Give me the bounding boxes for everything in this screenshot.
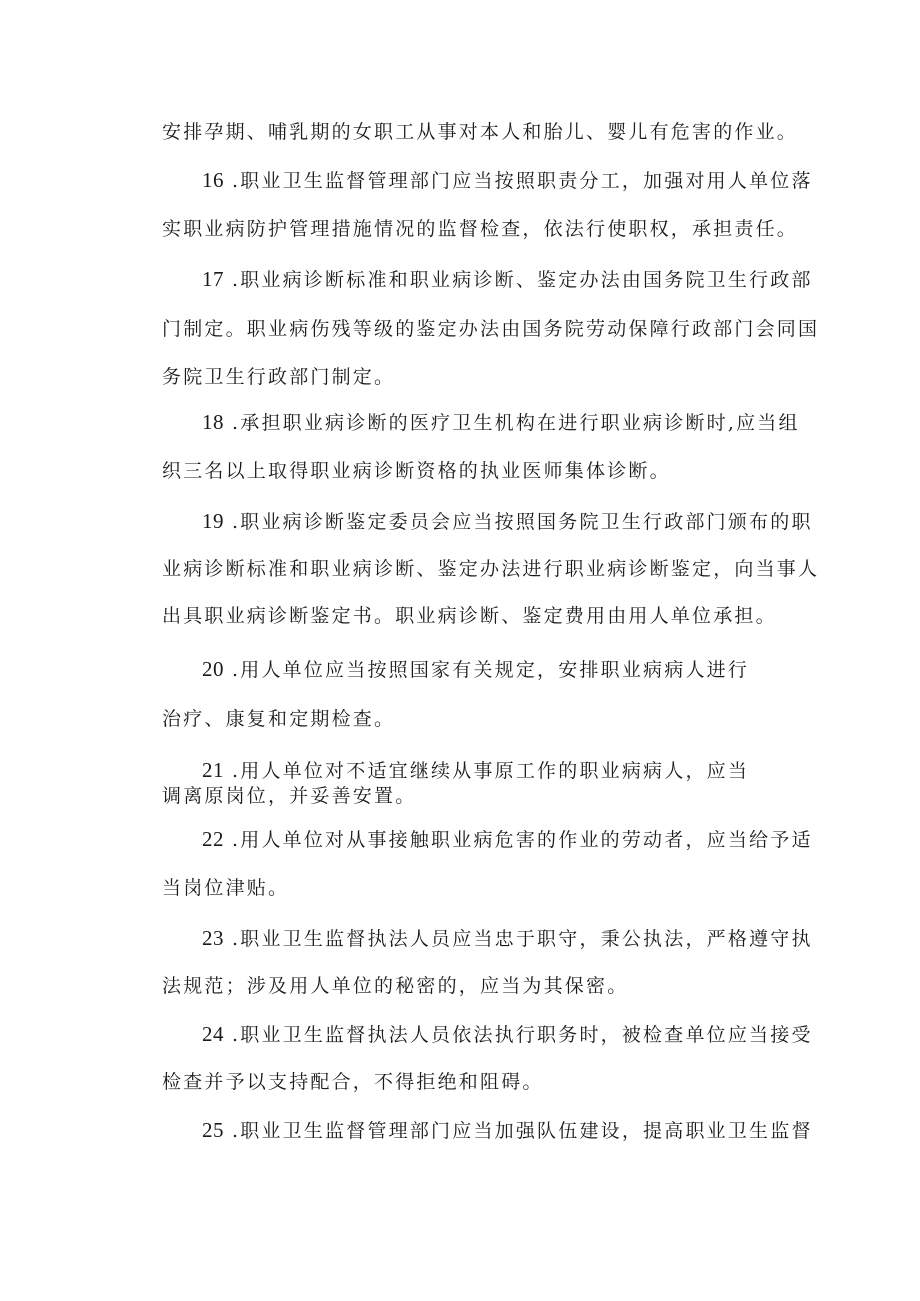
line-text: 门制定。职业病伤残等级的鉴定办法由国务院劳动保障行政部门会同国 (162, 318, 820, 340)
text-line (162, 364, 792, 390)
line-text: 调离原岗位，并妥善安置。 (162, 785, 417, 807)
text-line (162, 603, 792, 629)
line-text: .职业病诊断鉴定委员会应当按照国务院卫生行政部门颁布的职 (232, 511, 813, 533)
paragraph-18-start (202, 409, 800, 436)
item-number: 21 (202, 758, 224, 782)
line-text: 出具职业病诊断鉴定书。职业病诊断、鉴定费用由用人单位承担。 (162, 605, 777, 627)
item-number: 20 (202, 657, 224, 681)
text-line (162, 706, 792, 732)
line-text: .职业卫生监督管理部门应当按照职责分工，加强对用人单位落 (232, 170, 813, 192)
line-text: .职业卫生监督执法人员应当忠于职守，秉公执法，严格遵守执 (232, 928, 813, 950)
paragraph-23-start (202, 925, 813, 952)
line-text: 安排孕期、哺乳期的女职工从事对本人和胎儿、婴儿有危害的作业。 (162, 121, 799, 143)
line-text: .用人单位应当按照国家有关规定，安排职业病病人进行 (232, 659, 750, 681)
paragraph-16-start (202, 167, 813, 194)
line-text: 织三名以上取得职业病诊断资格的执业医师集体诊断。 (162, 460, 671, 482)
line-text: 检查并予以支持配合，不得拒绝和阻碍。 (162, 1071, 544, 1093)
line-text: 法规范；涉及用人单位的秘密的，应当为其保密。 (162, 975, 629, 997)
text-line (162, 556, 820, 582)
paragraph-17-start (202, 266, 813, 293)
line-text: 务院卫生行政部门制定。 (162, 366, 396, 388)
item-number: 25 (202, 1118, 224, 1142)
line-text: .职业卫生监督执法人员依法执行职务时，被检查单位应当接受 (232, 1024, 813, 1046)
item-number: 16 (202, 168, 224, 192)
line-text: 业病诊断标准和职业病诊断、鉴定办法进行职业病诊断鉴定，向当事人 (162, 558, 820, 580)
item-number: 24 (202, 1022, 224, 1046)
item-number: 18 (202, 410, 224, 434)
item-number: 22 (202, 827, 224, 851)
paragraph-20-start (202, 656, 792, 683)
line-text: .承担职业病诊断的医疗卫生机构在进行职业病诊断时,应当组 (232, 412, 800, 434)
line-text: .职业卫生监督管理部门应当加强队伍建设，提高职业卫生监督 (232, 1120, 813, 1142)
text-line (162, 216, 799, 242)
paragraph-24-start (202, 1021, 813, 1048)
text-line (162, 458, 792, 484)
item-number: 23 (202, 926, 224, 950)
line-text: 治疗、康复和定期检查。 (162, 708, 396, 730)
paragraph-25-start (202, 1117, 813, 1144)
text-line (162, 316, 820, 342)
line-text: 实职业病防护管理措施情况的监督检查，依法行使职权，承担责任。 (162, 218, 799, 240)
line-text: .用人单位对从事接触职业病危害的作业的劳动者，应当给予适 (232, 829, 813, 851)
paragraph-22-start (202, 826, 813, 853)
text-line (162, 1069, 792, 1095)
item-number: 17 (202, 267, 224, 291)
line-text: 当岗位津贴。 (162, 877, 290, 899)
line-text: .职业病诊断标准和职业病诊断、鉴定办法由国务院卫生行政部 (232, 269, 813, 291)
paragraph-19-start (202, 508, 813, 535)
line-text: .用人单位对不适宜继续从事原工作的职业病病人，应当 (232, 760, 750, 782)
paragraph-21-start (202, 757, 792, 784)
text-line (162, 973, 792, 999)
text-line (162, 875, 792, 901)
text-line (162, 119, 799, 145)
item-number: 19 (202, 509, 224, 533)
text-line (162, 783, 792, 809)
